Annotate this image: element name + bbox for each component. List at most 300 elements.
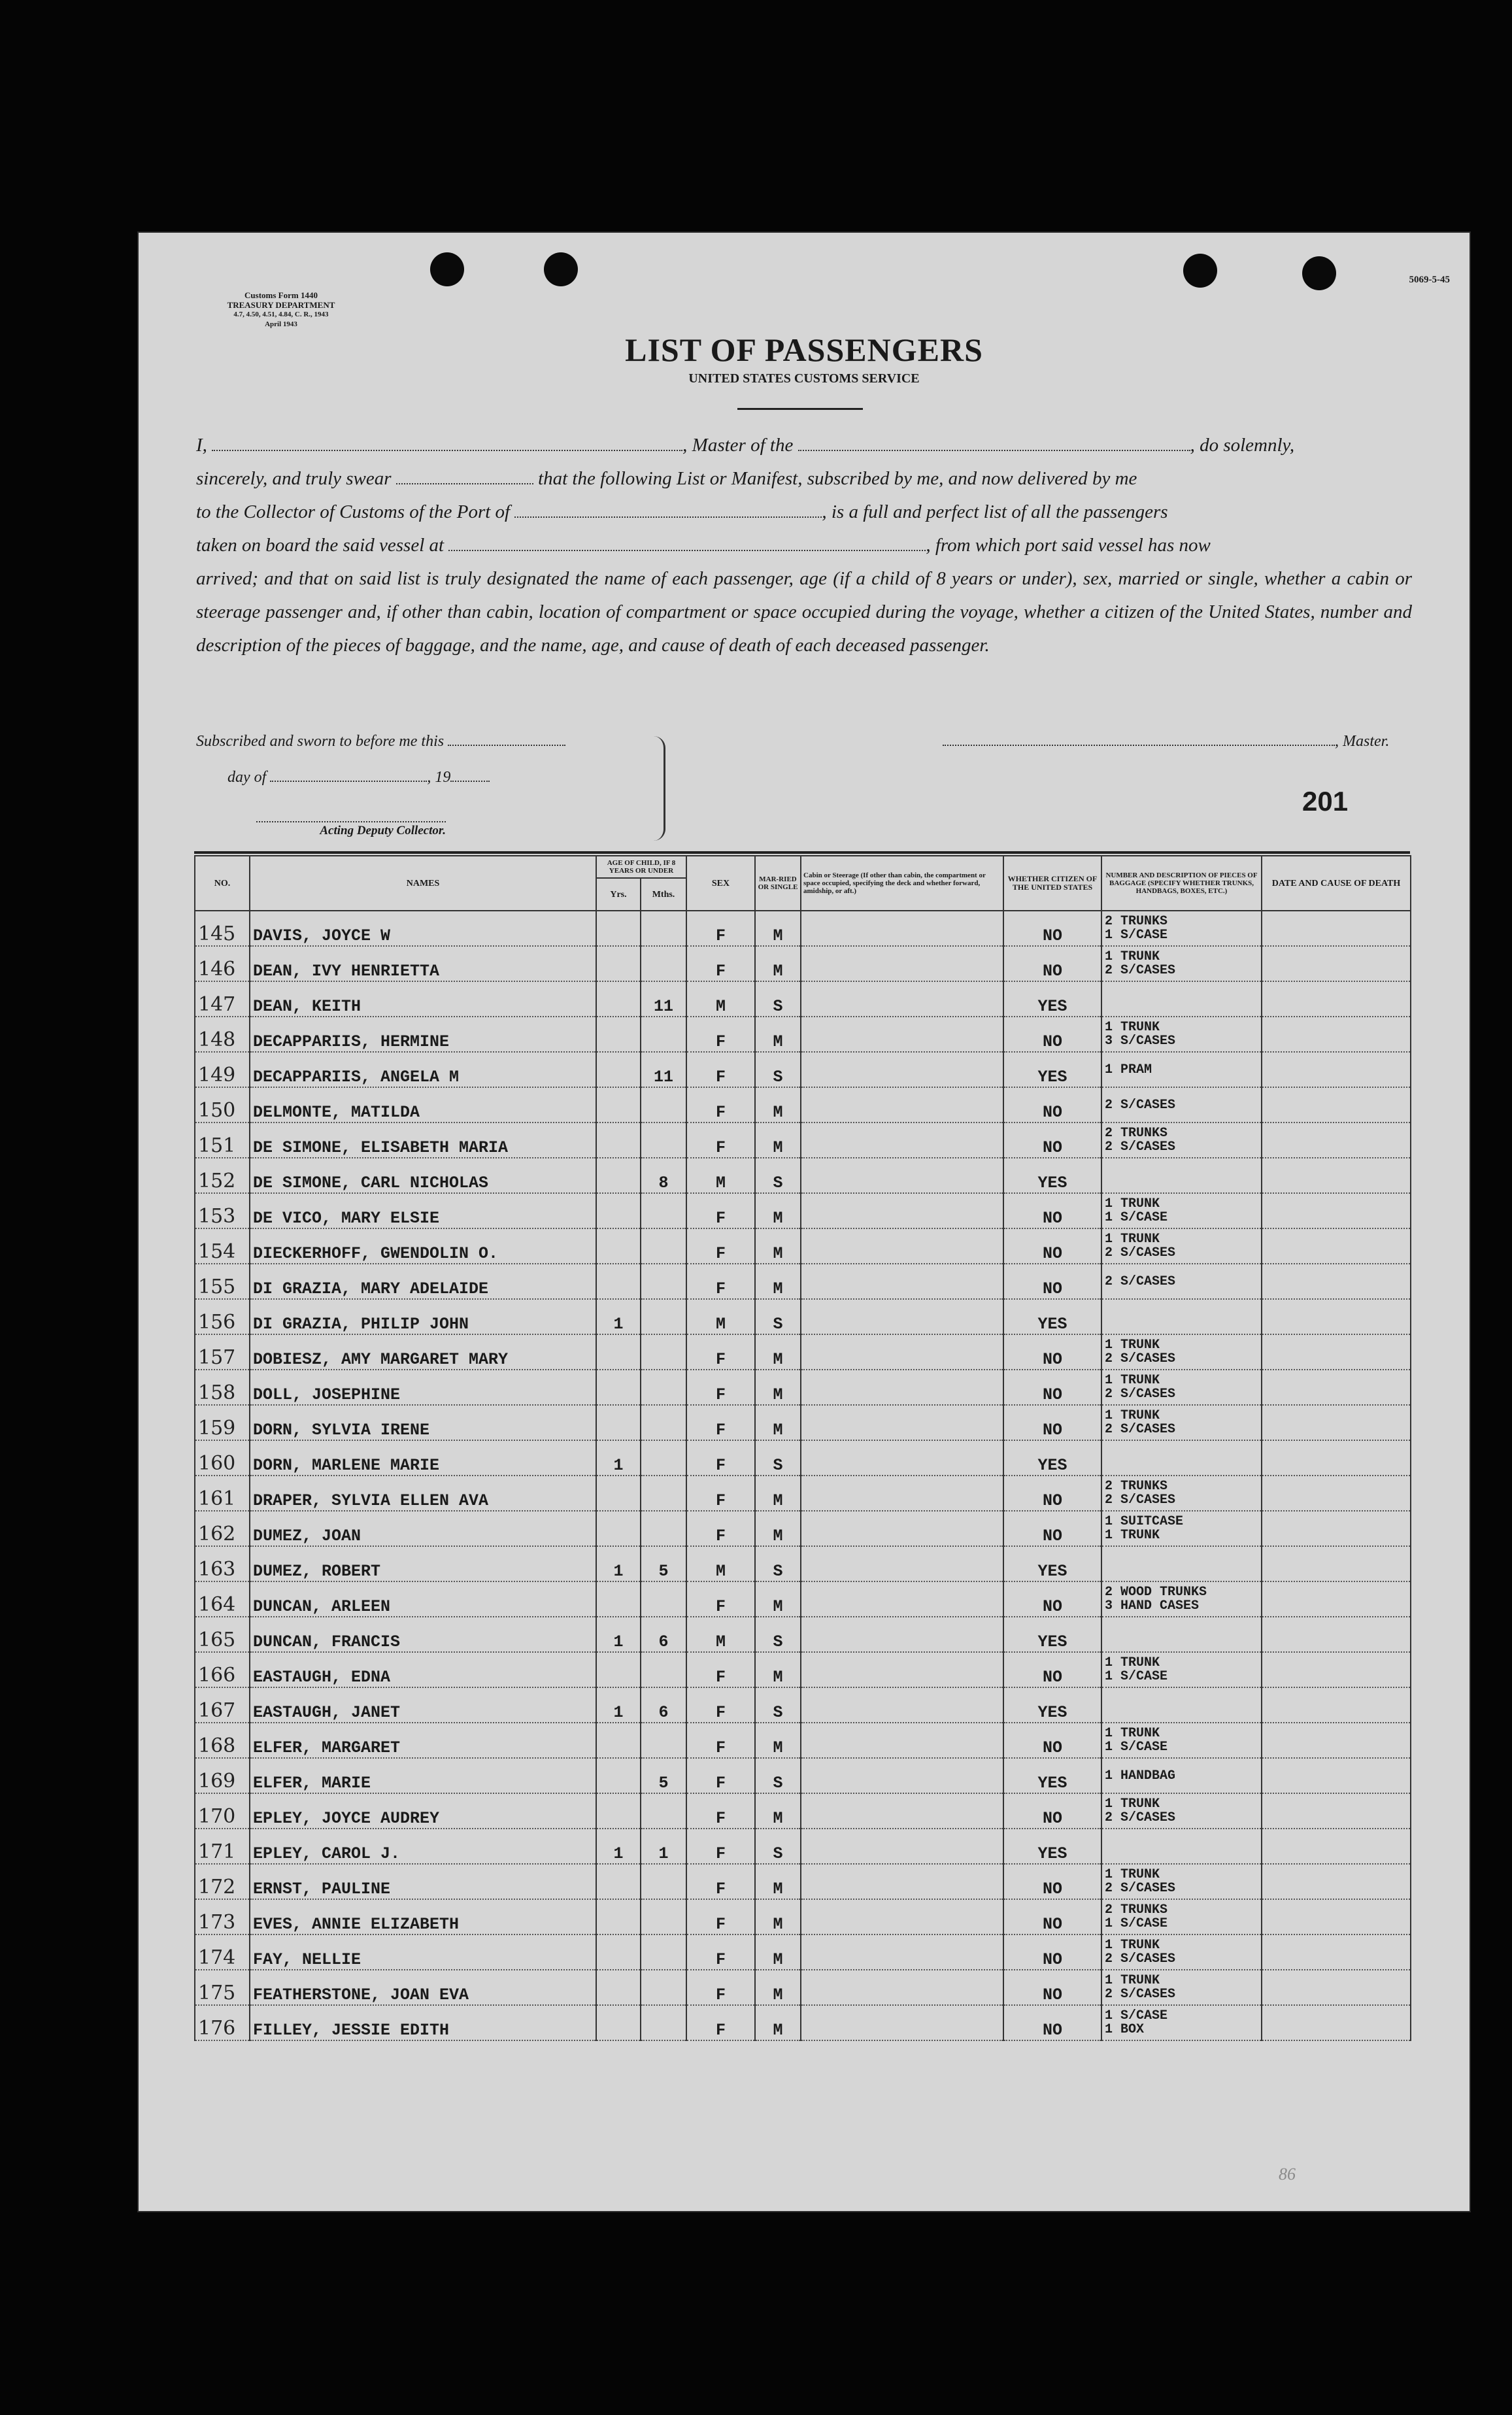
age-years [596, 946, 641, 981]
col-header-baggage: NUMBER AND DESCRIPTION OF PIECES OF BAGGAGE (SPECIFY WHETHER TRUNKS, HANDBAGS, BOXES, ETC.) [1101, 856, 1262, 911]
oath-text: arrived; and that on said list is truly designated the name of each passenger, age (if a child of 8 years or under), sex, married or single, whether a cabin or steerage passenger and, if other than cabin, location of compartment or space occupied during the voyage, whether a citizen of the United States, number and description of the pieces of baggage, and the name, age, and cause of death of each deceased passenger. [196, 568, 1412, 656]
age-months: 8 [641, 1158, 686, 1193]
table-top-rule [194, 851, 1410, 854]
table-row [195, 1228, 1411, 1264]
age-years [596, 1476, 641, 1511]
death-cell [1262, 911, 1411, 946]
row-number: 176 [195, 2005, 250, 2040]
row-number: 175 [195, 1970, 250, 2005]
sex: F [686, 1193, 755, 1228]
cabin-cell [801, 1829, 1003, 1864]
form-number: 5069-5-45 [1409, 275, 1450, 285]
passenger-name: DUMEZ, ROBERT [250, 1546, 596, 1581]
death-cell [1262, 1476, 1411, 1511]
passenger-name: FEATHERSTONE, JOAN EVA [250, 1970, 596, 2005]
marital-status: M [755, 911, 801, 946]
sex: F [686, 2005, 755, 2040]
baggage: 1 S/CASE 1 BOX [1101, 2005, 1262, 2040]
table-row [195, 1158, 1411, 1193]
sex: F [686, 1793, 755, 1829]
age-years [596, 1970, 641, 2005]
age-years [596, 1158, 641, 1193]
archive-stamp: 86 [1279, 2165, 1296, 2184]
row-number: 170 [195, 1793, 250, 1829]
passenger-name: DAVIS, JOYCE W [250, 911, 596, 946]
marital-status: M [755, 1581, 801, 1617]
marital-status: M [755, 1511, 801, 1546]
oath-text: that the following List or Manifest, subscribed by me, and now delivered by me [538, 468, 1137, 489]
age-years [596, 1193, 641, 1228]
page-subtitle: UNITED STATES CUSTOMS SERVICE [688, 371, 920, 386]
passenger-name: DUNCAN, ARLEEN [250, 1581, 596, 1617]
sex: M [686, 1546, 755, 1581]
cabin-cell [801, 1581, 1003, 1617]
row-number: 164 [195, 1581, 250, 1617]
citizen-status: NO [1003, 1370, 1101, 1405]
table-row [195, 1546, 1411, 1581]
age-months [641, 1228, 686, 1264]
age-years [596, 1864, 641, 1899]
age-months [641, 1405, 686, 1440]
form-id-line: April 1943 [265, 320, 297, 328]
baggage: 2 WOOD TRUNKS 3 HAND CASES [1101, 1581, 1262, 1617]
cabin-cell [801, 1193, 1003, 1228]
sex: F [686, 1652, 755, 1687]
passenger-name: FAY, NELLIE [250, 1934, 596, 1970]
death-cell [1262, 1440, 1411, 1476]
citizen-status: NO [1003, 1581, 1101, 1617]
cabin-cell [801, 1299, 1003, 1334]
death-cell [1262, 1758, 1411, 1793]
marital-status: M [755, 1934, 801, 1970]
age-months [641, 1511, 686, 1546]
cabin-cell [801, 1652, 1003, 1687]
baggage: 1 TRUNK 1 S/CASE [1101, 1652, 1262, 1687]
passenger-name: DORN, SYLVIA IRENE [250, 1405, 596, 1440]
table-row [195, 1087, 1411, 1123]
marital-status: M [755, 1970, 801, 2005]
form-id-line: TREASURY DEPARTMENT [227, 300, 335, 310]
col-header-no: NO. [195, 856, 250, 911]
sex: F [686, 1123, 755, 1158]
cabin-cell [801, 1617, 1003, 1652]
cabin-cell [801, 1158, 1003, 1193]
marital-status: M [755, 1228, 801, 1264]
passenger-name: DEAN, KEITH [250, 981, 596, 1017]
cabin-cell [801, 1476, 1003, 1511]
row-number: 150 [195, 1087, 250, 1123]
citizen-status: NO [1003, 1511, 1101, 1546]
passenger-name: EASTAUGH, EDNA [250, 1652, 596, 1687]
day-of-text: day of [227, 769, 267, 786]
oath-text: , Master of the [682, 435, 794, 456]
passenger-name: DELMONTE, MATILDA [250, 1087, 596, 1123]
age-months: 6 [641, 1687, 686, 1723]
age-years [596, 1652, 641, 1687]
baggage: 1 TRUNK 2 S/CASES [1101, 1970, 1262, 2005]
row-number: 159 [195, 1405, 250, 1440]
year-text: , 19 [427, 769, 451, 786]
passenger-name: DE SIMONE, CARL NICHOLAS [250, 1158, 596, 1193]
sex: F [686, 1934, 755, 1970]
table-row [195, 1617, 1411, 1652]
citizen-status: YES [1003, 981, 1101, 1017]
age-years [596, 1264, 641, 1299]
death-cell [1262, 1334, 1411, 1370]
table-row [195, 1264, 1411, 1299]
citizen-status: YES [1003, 1617, 1101, 1652]
age-months [641, 1899, 686, 1934]
row-number: 149 [195, 1052, 250, 1087]
subscribed-text: Subscribed and sworn to before me this [196, 733, 445, 750]
table-row [195, 1793, 1411, 1829]
brace [650, 736, 665, 841]
cabin-cell [801, 1899, 1003, 1934]
form-identifier [196, 290, 366, 329]
row-number: 172 [195, 1864, 250, 1899]
form-id-line: Customs Form 1440 [244, 290, 318, 300]
passenger-name: ERNST, PAULINE [250, 1864, 596, 1899]
age-months [641, 1476, 686, 1511]
sex: F [686, 1758, 755, 1793]
age-months: 6 [641, 1617, 686, 1652]
citizen-status: NO [1003, 1934, 1101, 1970]
col-header-yrs: Yrs. [596, 878, 641, 911]
row-number: 153 [195, 1193, 250, 1228]
marital-status: M [755, 1264, 801, 1299]
blank-line [448, 533, 926, 551]
citizen-status: NO [1003, 1723, 1101, 1758]
citizen-status: NO [1003, 1899, 1101, 1934]
passenger-name: DI GRAZIA, MARY ADELAIDE [250, 1264, 596, 1299]
baggage: 1 PRAM [1101, 1052, 1262, 1087]
marital-status: S [755, 1617, 801, 1652]
marital-status: S [755, 1158, 801, 1193]
citizen-status: YES [1003, 1299, 1101, 1334]
row-number: 168 [195, 1723, 250, 1758]
citizen-status: NO [1003, 1652, 1101, 1687]
blank-line [514, 499, 822, 518]
age-years: 1 [596, 1829, 641, 1864]
cabin-cell [801, 2005, 1003, 2040]
cabin-cell [801, 1052, 1003, 1087]
death-cell [1262, 1299, 1411, 1334]
death-cell [1262, 2005, 1411, 2040]
punch-hole [1183, 254, 1217, 288]
baggage: 1 TRUNK 1 S/CASE [1101, 1193, 1262, 1228]
age-months: 5 [641, 1546, 686, 1581]
passenger-name: FILLEY, JESSIE EDITH [250, 2005, 596, 2040]
page-number: 201 [1302, 786, 1349, 817]
age-months: 5 [641, 1758, 686, 1793]
age-years: 1 [596, 1617, 641, 1652]
citizen-status: NO [1003, 2005, 1101, 2040]
passenger-name: DOBIESZ, AMY MARGARET MARY [250, 1334, 596, 1370]
marital-status: M [755, 946, 801, 981]
row-number: 147 [195, 981, 250, 1017]
age-years [596, 1052, 641, 1087]
age-years [596, 1017, 641, 1052]
cabin-cell [801, 1123, 1003, 1158]
age-months [641, 1864, 686, 1899]
death-cell [1262, 946, 1411, 981]
age-years [596, 1123, 641, 1158]
baggage: 2 TRUNKS 1 S/CASE [1101, 911, 1262, 946]
death-cell [1262, 1793, 1411, 1829]
row-number: 171 [195, 1829, 250, 1864]
row-number: 152 [195, 1158, 250, 1193]
age-years [596, 1793, 641, 1829]
citizen-status: YES [1003, 1758, 1101, 1793]
sex: F [686, 1405, 755, 1440]
citizen-status: NO [1003, 946, 1101, 981]
cabin-cell [801, 1440, 1003, 1476]
age-months [641, 1723, 686, 1758]
age-months [641, 1299, 686, 1334]
baggage: 2 S/CASES [1101, 1264, 1262, 1299]
table-row [195, 946, 1411, 981]
table-row [195, 1440, 1411, 1476]
table-row [195, 1581, 1411, 1617]
row-number: 165 [195, 1617, 250, 1652]
citizen-status: NO [1003, 1476, 1101, 1511]
sex: M [686, 1158, 755, 1193]
oath-text: , do solemnly, [1190, 435, 1295, 456]
cabin-cell [801, 1687, 1003, 1723]
table-row [195, 981, 1411, 1017]
death-cell [1262, 1158, 1411, 1193]
baggage: 1 TRUNK 2 S/CASES [1101, 1228, 1262, 1264]
baggage [1101, 1299, 1262, 1334]
col-header-age: AGE OF CHILD, IF 8 YEARS OR UNDER [596, 856, 686, 878]
sex: F [686, 1370, 755, 1405]
baggage: 1 SUITCASE 1 TRUNK [1101, 1511, 1262, 1546]
death-cell [1262, 981, 1411, 1017]
row-number: 148 [195, 1017, 250, 1052]
baggage [1101, 1546, 1262, 1581]
age-years [596, 1899, 641, 1934]
row-number: 162 [195, 1511, 250, 1546]
table-row [195, 1970, 1411, 2005]
citizen-status: NO [1003, 1228, 1101, 1264]
passenger-name: ELFER, MARGARET [250, 1723, 596, 1758]
table-row [195, 2005, 1411, 2040]
death-cell [1262, 1899, 1411, 1934]
passenger-name: DORN, MARLENE MARIE [250, 1440, 596, 1476]
death-cell [1262, 1652, 1411, 1687]
row-number: 173 [195, 1899, 250, 1934]
death-cell [1262, 1581, 1411, 1617]
marital-status: S [755, 981, 801, 1017]
age-years: 1 [596, 1687, 641, 1723]
age-years [596, 1087, 641, 1123]
cabin-cell [801, 946, 1003, 981]
manifest-sheet [139, 233, 1470, 2211]
sex: F [686, 1899, 755, 1934]
age-years [596, 1334, 641, 1370]
marital-status: M [755, 1334, 801, 1370]
row-number: 167 [195, 1687, 250, 1723]
row-number: 163 [195, 1546, 250, 1581]
age-months [641, 1934, 686, 1970]
age-months [641, 1334, 686, 1370]
citizen-status: YES [1003, 1687, 1101, 1723]
oath-text: , is a full and perfect list of all the passengers [822, 501, 1168, 522]
cabin-cell [801, 1793, 1003, 1829]
blank-line [448, 734, 565, 746]
passenger-name: DOLL, JOSEPHINE [250, 1370, 596, 1405]
blank-line [450, 770, 490, 782]
death-cell [1262, 1017, 1411, 1052]
age-years [596, 1405, 641, 1440]
cabin-cell [801, 911, 1003, 946]
marital-status: M [755, 1193, 801, 1228]
age-years [596, 1723, 641, 1758]
row-number: 174 [195, 1934, 250, 1970]
age-months: 11 [641, 981, 686, 1017]
cabin-cell [801, 1758, 1003, 1793]
punch-hole [430, 252, 464, 286]
sex: F [686, 1440, 755, 1476]
age-months: 1 [641, 1829, 686, 1864]
citizen-status: YES [1003, 1829, 1101, 1864]
sex: M [686, 1617, 755, 1652]
age-years [596, 1511, 641, 1546]
baggage: 2 TRUNKS 1 S/CASE [1101, 1899, 1262, 1934]
table-row [195, 1864, 1411, 1899]
table-row [195, 1193, 1411, 1228]
citizen-status: NO [1003, 1017, 1101, 1052]
citizen-status: NO [1003, 1793, 1101, 1829]
citizen-status: NO [1003, 1087, 1101, 1123]
col-header-death: DATE AND CAUSE OF DEATH [1262, 856, 1411, 911]
age-years [596, 911, 641, 946]
age-years [596, 2005, 641, 2040]
cabin-cell [801, 1264, 1003, 1299]
table-row [195, 911, 1411, 946]
sex: F [686, 1723, 755, 1758]
death-cell [1262, 1087, 1411, 1123]
baggage: 1 TRUNK 2 S/CASES [1101, 1793, 1262, 1829]
oath-text: taken on board the said vessel at [196, 535, 445, 556]
table-row [195, 1758, 1411, 1793]
cabin-cell [801, 1864, 1003, 1899]
citizen-status: NO [1003, 1334, 1101, 1370]
cabin-cell [801, 1970, 1003, 2005]
row-number: 156 [195, 1299, 250, 1334]
sex: F [686, 1087, 755, 1123]
age-months [641, 1087, 686, 1123]
table-row [195, 1123, 1411, 1158]
death-cell [1262, 1970, 1411, 2005]
age-months [641, 1793, 686, 1829]
age-months [641, 1123, 686, 1158]
baggage: 1 TRUNK 2 S/CASES [1101, 1934, 1262, 1970]
cabin-cell [801, 1546, 1003, 1581]
marital-status: M [755, 1723, 801, 1758]
baggage: 1 TRUNK 2 S/CASES [1101, 946, 1262, 981]
row-number: 157 [195, 1334, 250, 1370]
marital-status: S [755, 1758, 801, 1793]
cabin-cell [801, 1511, 1003, 1546]
row-number: 154 [195, 1228, 250, 1264]
age-months [641, 1017, 686, 1052]
sex: F [686, 1581, 755, 1617]
citizen-status: YES [1003, 1052, 1101, 1087]
baggage: 1 TRUNK 2 S/CASES [1101, 1405, 1262, 1440]
age-months [641, 1193, 686, 1228]
passenger-table [194, 855, 1411, 2041]
day-of-line [227, 769, 490, 786]
age-months [641, 1970, 686, 2005]
row-number: 161 [195, 1476, 250, 1511]
row-number: 146 [195, 946, 250, 981]
passenger-name: ELFER, MARIE [250, 1758, 596, 1793]
sex: F [686, 1334, 755, 1370]
baggage [1101, 1687, 1262, 1723]
row-number: 158 [195, 1370, 250, 1405]
death-cell [1262, 1405, 1411, 1440]
baggage [1101, 1617, 1262, 1652]
marital-status: M [755, 1652, 801, 1687]
death-cell [1262, 1546, 1411, 1581]
passenger-name: DEAN, IVY HENRIETTA [250, 946, 596, 981]
passenger-name: EVES, ANNIE ELIZABETH [250, 1899, 596, 1934]
marital-status: M [755, 2005, 801, 2040]
baggage: 2 S/CASES [1101, 1087, 1262, 1123]
table-row [195, 1017, 1411, 1052]
citizen-status: NO [1003, 1193, 1101, 1228]
sex: F [686, 946, 755, 981]
collector-signature-line: Acting Deputy Collector. [256, 821, 446, 838]
row-number: 169 [195, 1758, 250, 1793]
baggage: 2 TRUNKS 2 S/CASES [1101, 1476, 1262, 1511]
death-cell [1262, 1723, 1411, 1758]
death-cell [1262, 1864, 1411, 1899]
death-cell [1262, 1264, 1411, 1299]
blank-line [212, 433, 682, 451]
death-cell [1262, 1228, 1411, 1264]
baggage: 1 HANDBAG [1101, 1758, 1262, 1793]
marital-status: M [755, 1405, 801, 1440]
citizen-status: NO [1003, 911, 1101, 946]
marital-status: S [755, 1052, 801, 1087]
passenger-name: DRAPER, SYLVIA ELLEN AVA [250, 1476, 596, 1511]
age-years [596, 1581, 641, 1617]
marital-status: M [755, 1123, 801, 1158]
passenger-name: DUNCAN, FRANCIS [250, 1617, 596, 1652]
col-header-married: MAR-RIED OR SINGLE [755, 856, 801, 911]
cabin-cell [801, 1723, 1003, 1758]
blank-line [943, 734, 1335, 746]
form-id-line: 4.7, 4.50, 4.51, 4.84, C. R., 1943 [233, 311, 329, 318]
age-months [641, 1370, 686, 1405]
citizen-status: YES [1003, 1440, 1101, 1476]
passenger-name: DE VICO, MARY ELSIE [250, 1193, 596, 1228]
blank-line [270, 770, 427, 782]
death-cell [1262, 1511, 1411, 1546]
oath-text: to the Collector of Customs of the Port of [196, 501, 511, 522]
oath-paragraph [196, 429, 1412, 662]
oath-text: , from which port said vessel has now [926, 535, 1211, 556]
marital-status: M [755, 1899, 801, 1934]
age-years: 1 [596, 1299, 641, 1334]
sex: F [686, 1970, 755, 2005]
death-cell [1262, 1052, 1411, 1087]
table-row [195, 1899, 1411, 1934]
marital-status: M [755, 1864, 801, 1899]
age-months [641, 2005, 686, 2040]
